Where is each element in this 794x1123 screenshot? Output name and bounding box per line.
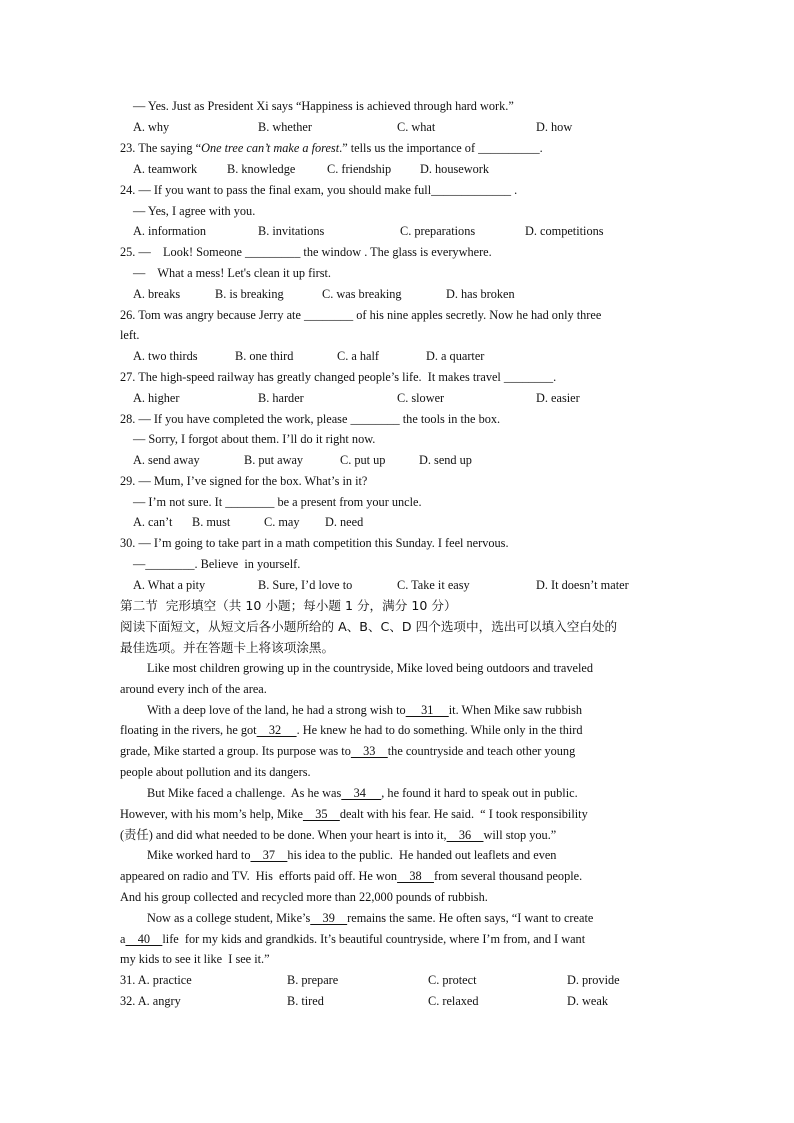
q29-stem: 29. — Mum, I’ve signed for the box. What’s in it? (120, 474, 368, 488)
passage-line: Like most children growing up in the countryside, Mike loved being outdoors and traveled (147, 661, 594, 675)
q23-saying: One tree can’t make a forest (201, 141, 340, 155)
passage-text: dealt with his fear. He said. “ I took responsibility (339, 807, 588, 821)
q22-answer-line: — Yes. Just as President Xi says “Happiness is achieved through hard work.” (133, 99, 514, 113)
option-c: C. put up (340, 453, 386, 467)
passage-text: Mike worked hard to (147, 848, 251, 862)
passage-text: grade, Mike started a group. Its purpose was to (120, 744, 351, 758)
q25-reply: — What a mess! Let's clean it up first. (133, 266, 332, 280)
option-b: B. invitations (258, 224, 325, 238)
passage-text: . He knew he had to do something. While only in the third (296, 723, 583, 737)
option-c: C. friendship (327, 162, 392, 176)
passage-text: floating in the rivers, he got (120, 723, 257, 737)
option-d: D. provide (567, 973, 620, 987)
option-b: B. must (192, 515, 231, 529)
option-c: C. relaxed (428, 994, 479, 1008)
section-heading: 第二节 完形填空（共 10 小题；每小题 1 分，满分 10 分） (120, 598, 457, 613)
passage-line (147, 847, 556, 863)
passage-text: With a deep love of the land, he had a strong wish to (147, 703, 406, 717)
option-a: A. higher (133, 391, 180, 405)
option-b: B. prepare (287, 973, 339, 987)
passage-text: (责任) and did what needed to be done. When your heart is into it, (120, 828, 447, 842)
option-a: 31. A. practice (120, 973, 192, 987)
passage-text: appeared on radio and TV. His efforts paid off. He won (120, 869, 398, 883)
passage-line (147, 702, 582, 718)
option-a: A. why (133, 120, 170, 134)
q25-stem: 25. — Look! Someone _________ the window . The glass is everywhere. (120, 245, 492, 259)
passage-line (120, 827, 556, 843)
passage-line (120, 743, 575, 759)
option-c: C. what (397, 120, 436, 134)
passage-text: will stop you.” (483, 828, 557, 842)
option-a: A. send away (133, 453, 200, 467)
passage-text: a (120, 932, 126, 946)
option-d: D. how (536, 120, 573, 134)
option-d: D. a quarter (426, 349, 485, 363)
option-a: A. information (133, 224, 207, 238)
option-b: B. knowledge (227, 162, 296, 176)
option-b: B. Sure, I’d love to (258, 578, 353, 592)
option-a: A. What a pity (133, 578, 206, 592)
option-d: D. housework (420, 162, 489, 176)
q23-stem (120, 140, 543, 156)
passage-text: But Mike faced a challenge. As he was (147, 786, 342, 800)
option-d: D. weak (567, 994, 608, 1008)
q30-stem: 30. — I’m going to take part in a math competition this Sunday. I feel nervous. (120, 536, 509, 550)
option-b: B. whether (258, 120, 312, 134)
option-d: D. send up (419, 453, 472, 467)
q23-stem-pre: 23. The saying “ (120, 141, 202, 155)
option-d: D. has broken (446, 287, 515, 301)
passage-text: However, with his mom’s help, Mike (120, 807, 303, 821)
option-a: A. breaks (133, 287, 181, 301)
passage-text: it. When Mike saw rubbish (448, 703, 583, 717)
passage-text: Now as a college student, Mike’s (147, 911, 311, 925)
blank-40: 40 (125, 932, 163, 946)
passage-line (147, 785, 578, 801)
blank-37: 37 (250, 848, 288, 862)
passage-text: the countryside and teach other young (387, 744, 576, 758)
option-d: D. need (325, 515, 364, 529)
passage-line: And his group collected and recycled more than 22,000 pounds of rubbish. (120, 890, 488, 904)
option-c: C. protect (428, 973, 477, 987)
passage-text: his idea to the public. He handed out leaflets and even (287, 848, 557, 862)
option-c: C. Take it easy (397, 578, 470, 592)
passage-line (120, 931, 585, 947)
option-b: B. put away (244, 453, 304, 467)
q26-stem: 26. Tom was angry because Jerry ate ________ of his nine apples secretly. Now he had only three (120, 308, 602, 322)
passage-text: , he found it hard to speak out in public. (381, 786, 578, 800)
q28-reply: — Sorry, I forgot about them. I’ll do it right now. (133, 432, 376, 446)
q28-stem: 28. — If you have completed the work, please ________ the tools in the box. (120, 412, 501, 426)
passage-line (120, 722, 583, 738)
option-b: B. tired (287, 994, 324, 1008)
passage-text: life for my kids and grandkids. It’s beautiful countryside, where I’m from, and I want (162, 932, 586, 946)
option-a: A. can’t (133, 515, 173, 529)
q29-reply: — I’m not sure. It ________ be a present from your uncle. (133, 495, 422, 509)
option-d: D. competitions (525, 224, 604, 238)
blank-38: 38 (397, 869, 434, 883)
q30-reply: —________. Believe in yourself. (133, 557, 301, 571)
option-c: C. a half (337, 349, 380, 363)
passage-line: my kids to see it like I see it.” (120, 952, 270, 966)
option-b: B. harder (258, 391, 304, 405)
option-c: C. was breaking (322, 287, 402, 301)
blank-39: 39 (310, 911, 348, 925)
passage-text: from several thousand people. (433, 869, 583, 883)
option-a: A. teamwork (133, 162, 198, 176)
passage-line (120, 806, 588, 822)
q26-stem-cont: left. (120, 328, 140, 342)
section-instruction: 阅读下面短文，从短文后各小题所给的 A、B、C、D 四个选项中，选出可以填入空白处的 (120, 619, 618, 634)
passage-line: around every inch of the area. (120, 682, 267, 696)
passage-text: remains the same. He often says, “I want to create (347, 911, 594, 925)
blank-36: 36 (446, 828, 484, 842)
option-c: C. slower (397, 391, 445, 405)
passage-line (120, 868, 582, 884)
q24-stem: 24. — If you want to pass the final exam, you should make full_____________ . (120, 183, 518, 197)
q27-stem: 27. The high-speed railway has greatly changed people’s life. It makes travel ________. (120, 370, 557, 384)
q23-stem-post: .” tells us the importance of __________. (339, 141, 543, 155)
blank-34: 34 (341, 786, 382, 800)
passage-line: people about pollution and its dangers. (120, 765, 311, 779)
option-d: D. easier (536, 391, 580, 405)
section-instruction-cont: 最佳选项。并在答题卡上将该项涂黑。 (120, 640, 335, 655)
blank-31: 31 (405, 703, 449, 717)
option-c: C. may (264, 515, 300, 529)
option-a: A. two thirds (133, 349, 198, 363)
option-b: B. is breaking (215, 287, 284, 301)
passage-line (147, 910, 593, 926)
option-a: 32. A. angry (120, 994, 181, 1008)
blank-35: 35 (302, 807, 340, 821)
blank-33: 33 (350, 744, 388, 758)
option-c: C. preparations (400, 224, 476, 238)
option-d: D. It doesn’t mater (536, 578, 629, 592)
option-b: B. one third (235, 349, 294, 363)
blank-32: 32 (256, 723, 297, 737)
q24-reply: — Yes, I agree with you. (133, 204, 256, 218)
